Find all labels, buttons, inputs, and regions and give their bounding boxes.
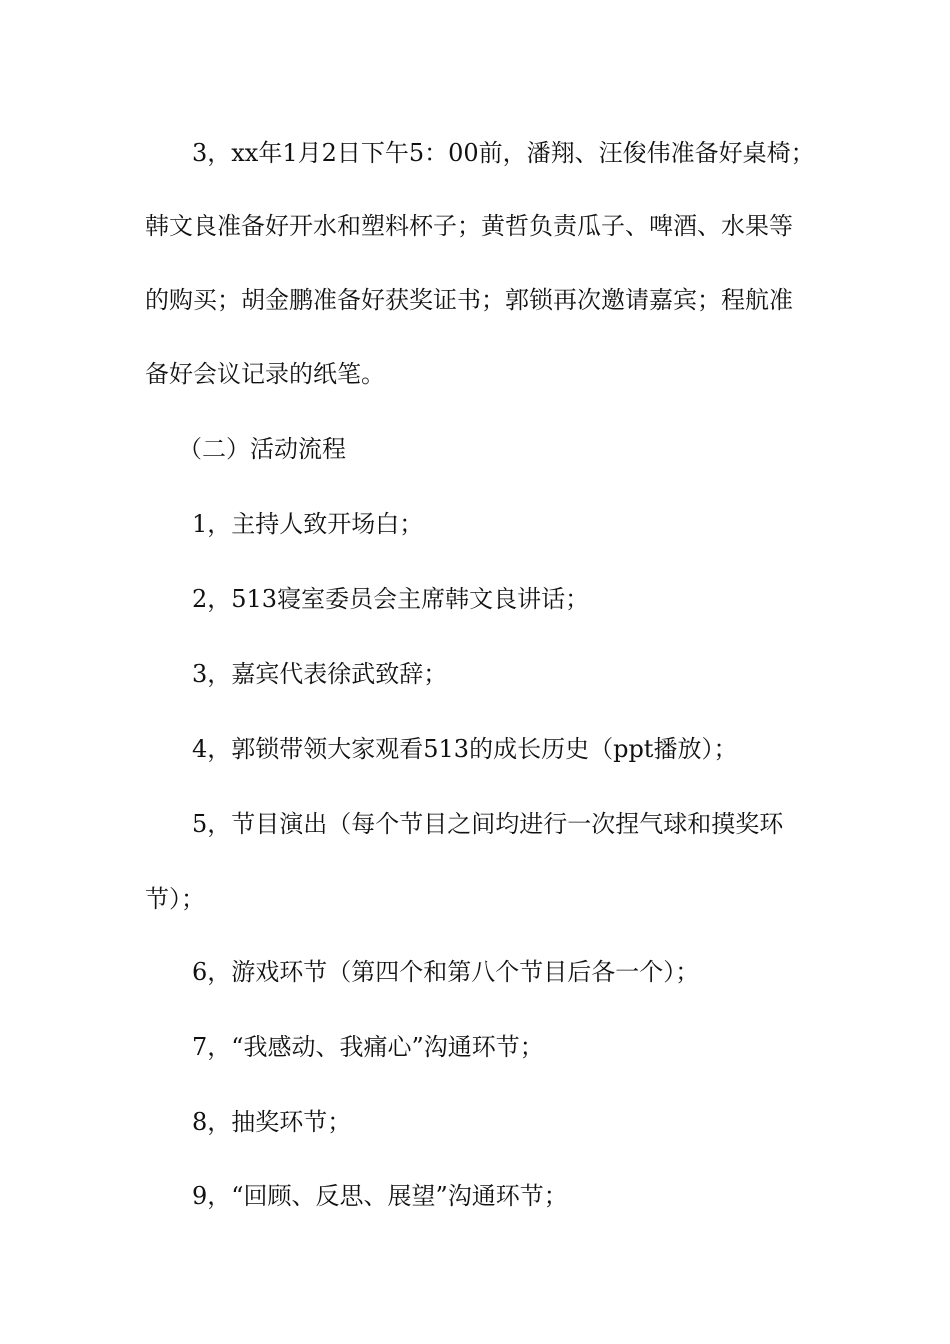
paragraph-line: 3，xx年1月2日下午5：00前，潘翔、汪俊伟准备好桌椅； — [192, 139, 815, 167]
list-item: 8，抽奖环节； — [192, 1108, 352, 1136]
paragraph-line: 备好会议记录的纸笔。 — [145, 360, 385, 388]
list-item: 7，“我感动、我痛心”沟通环节； — [192, 1033, 544, 1061]
list-item: 5，节目演出（每个节目之间均进行一次捏气球和摸奖环 — [192, 810, 784, 838]
list-item: 4，郭锁带领大家观看513的成长历史（ppt播放）； — [192, 735, 738, 763]
list-item: 9，“回顾、反思、展望”沟通环节； — [192, 1182, 568, 1210]
paragraph-line: 的购买；胡金鹏准备好获奖证书；郭锁再次邀请嘉宾；程航准 — [145, 286, 793, 314]
list-item-continuation: 节）； — [145, 885, 205, 913]
list-item: 6，游戏环节（第四个和第八个节目后各一个）； — [192, 958, 700, 986]
list-item: 3，嘉宾代表徐武致辞； — [192, 660, 448, 688]
section-heading: （二）活动流程 — [178, 435, 346, 463]
list-item: 2，513寝室委员会主席韩文良讲话； — [192, 585, 590, 613]
list-item: 1，主持人致开场白； — [192, 510, 424, 538]
paragraph-line: 韩文良准备好开水和塑料杯子；黄哲负责瓜子、啤酒、水果等 — [145, 212, 793, 240]
